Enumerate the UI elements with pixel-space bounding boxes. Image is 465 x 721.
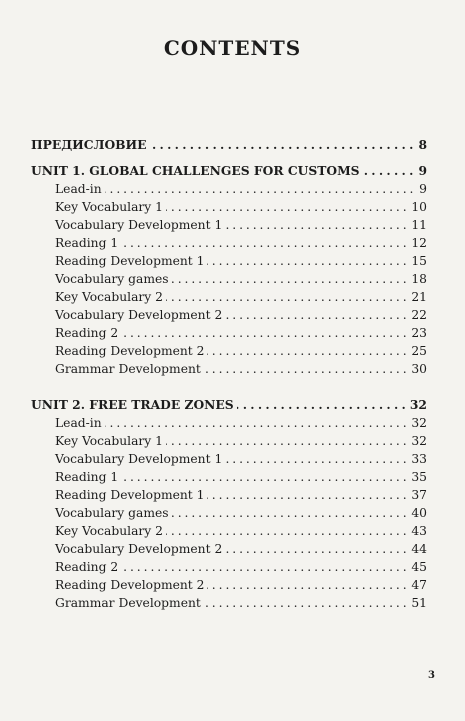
toc-entry-label: Reading Development 2 bbox=[55, 344, 207, 358]
toc-entry-page: 32 bbox=[408, 414, 427, 432]
toc-entry-label: Vocabulary games bbox=[55, 506, 172, 520]
toc-entry-page: 25 bbox=[408, 342, 427, 360]
toc-entry-label: Vocabulary Development 1 bbox=[55, 218, 225, 232]
toc-entry-label: Reading 2 bbox=[55, 560, 121, 574]
toc-entry bbox=[31, 594, 427, 612]
toc-entry-page: 15 bbox=[408, 252, 427, 270]
page-number: 3 bbox=[428, 670, 435, 681]
toc-entry-page: 47 bbox=[408, 576, 427, 594]
toc-entry-label: Key Vocabulary 1 bbox=[55, 434, 166, 448]
toc-entry bbox=[31, 414, 427, 432]
toc-entry-page: 43 bbox=[408, 522, 427, 540]
toc-entry bbox=[31, 432, 427, 450]
toc-entry-page: 22 bbox=[408, 306, 427, 324]
toc-entry-label: Grammar Development bbox=[55, 596, 204, 610]
toc-entry-page: 21 bbox=[408, 288, 427, 306]
leader-dots bbox=[55, 414, 427, 432]
toc-entry-page: 10 bbox=[408, 198, 427, 216]
toc-entry bbox=[31, 504, 427, 522]
toc-entry-page: 51 bbox=[408, 594, 427, 612]
toc-entry bbox=[31, 324, 427, 342]
toc-entry-label: Reading 1 bbox=[55, 470, 121, 484]
toc-unit-2 bbox=[31, 396, 427, 612]
toc-entry bbox=[31, 306, 427, 324]
toc-entry-label: Key Vocabulary 1 bbox=[55, 200, 166, 214]
toc-entry-label: Reading 2 bbox=[55, 326, 121, 340]
toc-entry bbox=[31, 468, 427, 486]
toc-unit-1 bbox=[31, 162, 427, 378]
toc-entry-page: 32 bbox=[407, 396, 427, 414]
toc-entry-page: 32 bbox=[408, 432, 427, 450]
toc-entry bbox=[31, 540, 427, 558]
toc-entry-label: Reading Development 1 bbox=[55, 488, 207, 502]
toc-entry-label: Reading Development 2 bbox=[55, 578, 207, 592]
toc-unit-heading bbox=[31, 162, 427, 180]
toc-entry-page: 40 bbox=[408, 504, 427, 522]
table-of-contents bbox=[31, 136, 427, 612]
toc-entry bbox=[31, 360, 427, 378]
toc-entry-label: Lead-in bbox=[55, 182, 105, 196]
toc-entry bbox=[31, 342, 427, 360]
toc-entry-page: 9 bbox=[415, 162, 427, 180]
toc-entry-label: UNIT 2. FREE TRADE ZONES bbox=[31, 397, 237, 412]
toc-entry-label: Reading Development 1 bbox=[55, 254, 207, 268]
page-title: CONTENTS bbox=[163, 36, 302, 60]
toc-entry-label: ПРЕДИСЛОВИЕ bbox=[31, 137, 150, 152]
toc-entry-page: 30 bbox=[408, 360, 427, 378]
toc-entry bbox=[31, 576, 427, 594]
toc-entry-page: 45 bbox=[408, 558, 427, 576]
toc-entry bbox=[31, 252, 427, 270]
toc-entry-preface bbox=[31, 136, 427, 154]
toc-entry-label: Lead-in bbox=[55, 416, 105, 430]
toc-entry-label: UNIT 1. GLOBAL CHALLENGES FOR CUSTOMS bbox=[31, 163, 363, 178]
toc-entry bbox=[31, 450, 427, 468]
toc-entry bbox=[31, 216, 427, 234]
toc-entry-label: Key Vocabulary 2 bbox=[55, 290, 166, 304]
toc-entry bbox=[31, 198, 427, 216]
toc-entry-page: 18 bbox=[408, 270, 427, 288]
toc-entry bbox=[31, 288, 427, 306]
toc-entry-label: Grammar Development bbox=[55, 362, 204, 376]
toc-entry-label: Vocabulary games bbox=[55, 272, 172, 286]
toc-unit-heading bbox=[31, 396, 427, 414]
toc-entry-label: Reading 1 bbox=[55, 236, 121, 250]
toc-entry bbox=[31, 270, 427, 288]
toc-entry bbox=[31, 522, 427, 540]
toc-entry bbox=[31, 234, 427, 252]
toc-entry-page: 44 bbox=[408, 540, 427, 558]
toc-entry-page: 33 bbox=[408, 450, 427, 468]
toc-entry-page: 12 bbox=[408, 234, 427, 252]
toc-entry-page: 9 bbox=[416, 180, 427, 198]
toc-entry bbox=[31, 558, 427, 576]
toc-entry-label: Vocabulary Development 1 bbox=[55, 452, 225, 466]
toc-entry-label: Vocabulary Development 2 bbox=[55, 308, 225, 322]
toc-entry-label: Vocabulary Development 2 bbox=[55, 542, 225, 556]
toc-entry-page: 23 bbox=[408, 324, 427, 342]
toc-entry-page: 37 bbox=[408, 486, 427, 504]
toc-entry bbox=[31, 486, 427, 504]
toc-entry bbox=[31, 180, 427, 198]
toc-entry-page: 35 bbox=[408, 468, 427, 486]
toc-entry-label: Key Vocabulary 2 bbox=[55, 524, 166, 538]
toc-entry-page: 11 bbox=[408, 216, 427, 234]
leader-dots bbox=[55, 180, 427, 198]
toc-entry-page: 8 bbox=[415, 136, 427, 154]
